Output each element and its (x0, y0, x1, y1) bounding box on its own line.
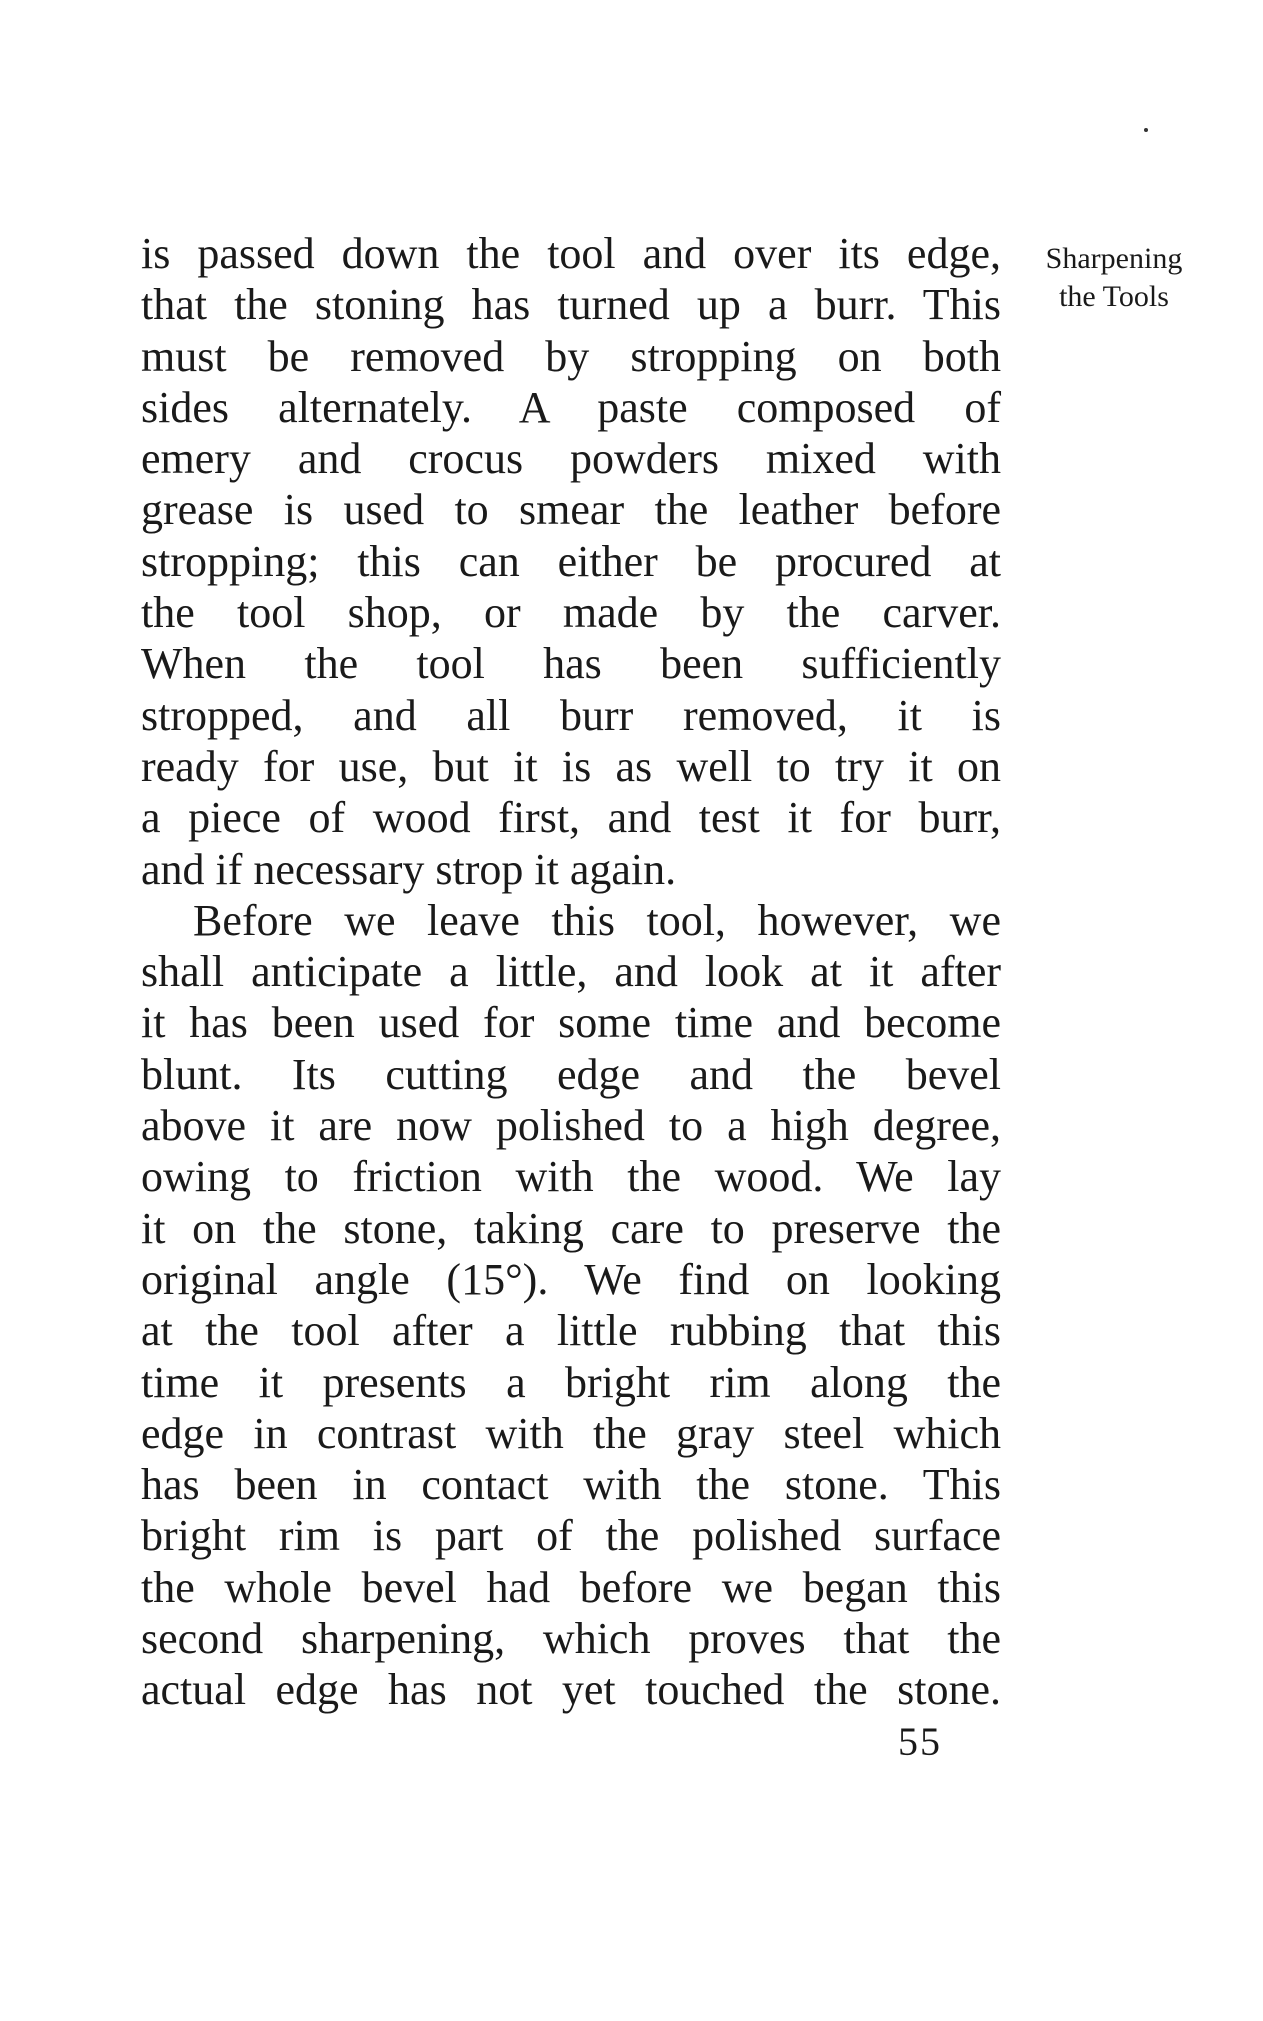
text-line: second sharpening, which proves that the (141, 1614, 1001, 1664)
text-line: has been in contact with the stone. This (141, 1460, 1001, 1510)
text-line: the tool shop, or made by the carver. (141, 588, 1001, 638)
text-line: grease is used to smear the leather before (141, 485, 1001, 535)
ink-speck (1144, 128, 1148, 132)
text-line: stropping; this can either be procured at (141, 536, 1001, 586)
text-line: bright rim is part of the polished surface (141, 1511, 1001, 1561)
text-line: is passed down the tool and over its edge, (141, 229, 1001, 278)
text-line: a piece of wood first, and test it for burr, (141, 793, 1001, 843)
text-line: original angle (15°). We find on looking (141, 1254, 1001, 1304)
margin-note (1014, 240, 1214, 316)
text-line: it has been used for some time and become (141, 998, 1001, 1048)
text-line: When the tool has been sufficiently (141, 639, 1001, 689)
margin-note-line-2: the Tools (1059, 280, 1169, 313)
text-line: actual edge has not yet touched the stone. (141, 1665, 1001, 1715)
text-line: edge in contrast with the gray steel which (141, 1408, 1001, 1458)
text-line: it on the stone, taking care to preserve the (141, 1203, 1001, 1253)
text-line: the whole bevel had before we began this (141, 1562, 1001, 1612)
text-line: above it are now polished to a high degree, (141, 1101, 1001, 1151)
text-line: stropped, and all burr removed, it is (141, 690, 1001, 740)
text-line: and if necessary strop it again. (141, 844, 677, 894)
body-text (141, 228, 1001, 1716)
text-line: ready for use, but it is as well to try it on (141, 741, 1001, 791)
text-line: that the stoning has turned up a burr. This (141, 280, 1001, 330)
text-line: shall anticipate a little, and look at it after (141, 947, 1001, 997)
text-line: blunt. Its cutting edge and the bevel (141, 1049, 1001, 1099)
text-line: owing to friction with the wood. We lay (141, 1152, 1001, 1202)
page-number: 55 (898, 1719, 942, 1764)
margin-note-line-1: Sharpening (1045, 242, 1183, 275)
text-line: sides alternately. A paste composed of (141, 382, 1001, 432)
text-line: must be removed by stropping on both (141, 331, 1001, 381)
text-line: Before we leave this tool, however, we (193, 895, 1001, 945)
text-line: time it presents a bright rim along the (141, 1357, 1001, 1407)
text-line: at the tool after a little rubbing that this (141, 1306, 1001, 1356)
text-line: emery and crocus powders mixed with (141, 434, 1001, 484)
